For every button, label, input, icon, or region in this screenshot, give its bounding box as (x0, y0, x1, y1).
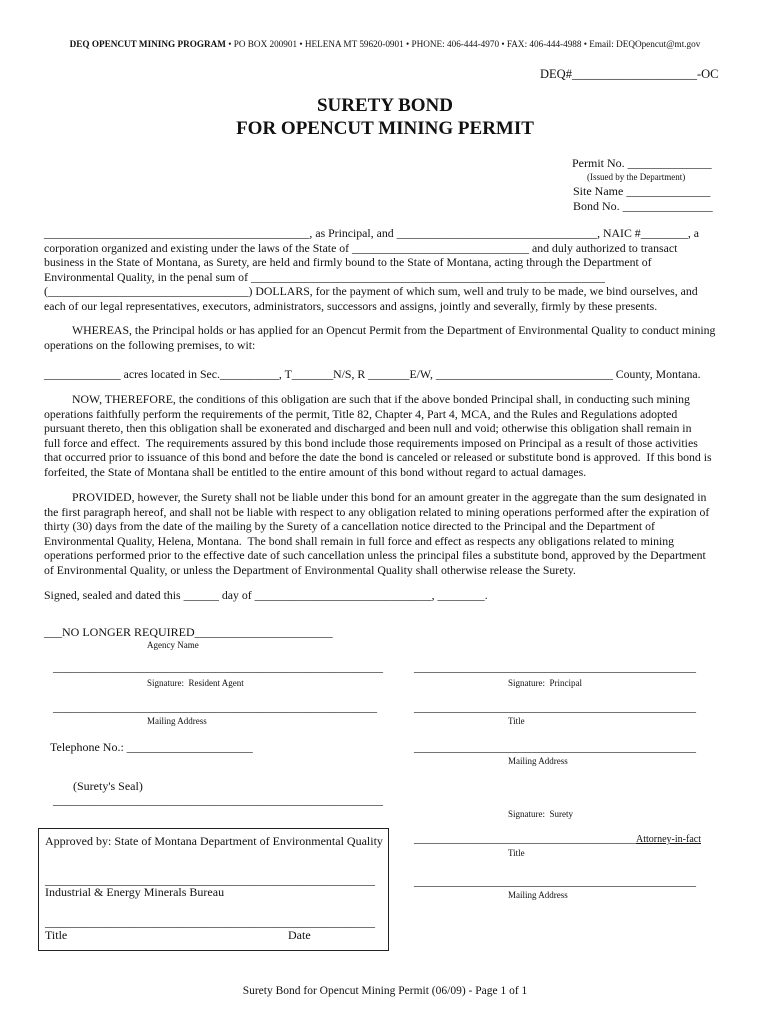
mailing-address-label-right-2: Mailing Address (508, 890, 568, 900)
approval-title-line[interactable]: _______________________________________________________ (45, 915, 375, 929)
principal-signature-line[interactable]: _______________________________________________ (414, 660, 696, 674)
paragraph-line[interactable]: _____________________________________________, as Principal, and __________________________________, NAIC #________, a (44, 226, 700, 240)
bureau-name: Industrial & Energy Minerals Bureau (45, 885, 225, 899)
page-title: SURETY BOND (316, 95, 453, 116)
paragraph-line: pursuant thereto, then this obligation shall be exonerated and discharged and been null and void; otherwise this obligation shall remain in (44, 421, 692, 436)
page-subtitle: FOR OPENCUT MINING PERMIT (236, 118, 534, 139)
bond-no-field[interactable]: Bond No. _______________ (573, 199, 713, 213)
mailing-address-line-right[interactable]: _______________________________________________ (414, 740, 696, 754)
mailing-address-line-left[interactable]: ______________________________________________________ (53, 700, 377, 714)
approval-date-label: Date (288, 928, 311, 942)
program-name: DEQ OPENCUT MINING PROGRAM (69, 39, 226, 49)
paragraph-line: PROVIDED, however, the Surety shall not be liable under this bond for an amount greater in the aggregate than the sum designated in (72, 490, 707, 504)
paragraph-line: operations on the following premises, to wit: (44, 337, 256, 352)
mailing-address-label-right: Mailing Address (508, 756, 568, 766)
telephone-field[interactable]: Telephone No.: _____________________ (50, 740, 253, 754)
paragraph-line: business in the State of Montana, as Surety, are held and firmly bound to the State of Montana, acting through the Department of (44, 255, 652, 270)
form-header (0, 39, 770, 49)
signed-dated-line[interactable]: Signed, sealed and dated this ______ day of ______________________________, ________. (44, 588, 488, 602)
resident-agent-label: Signature: Resident Agent (147, 678, 244, 688)
approval-box (38, 828, 389, 951)
approval-title-label: Title (45, 928, 68, 942)
title-label-right-2: Title (508, 848, 525, 858)
provided-paragraph (44, 490, 728, 578)
paragraph-line: NOW, THEREFORE, the conditions of this obligation are such that if the above bonded Principal shall, in conducting such mining (72, 392, 690, 406)
deq-number-field[interactable]: DEQ#____________________-OC (540, 67, 719, 81)
page-footer: Surety Bond for Opencut Mining Permit (06/09) - Page 1 of 1 (242, 985, 528, 997)
mailing-address-label-left: Mailing Address (147, 716, 207, 726)
paragraph-line: of Environmental Quality, or unless the Department of Environmental Quality shall otherwise release the Surety. (44, 562, 576, 577)
attorney-in-fact-text: Attorney-in-fact (636, 834, 701, 845)
agency-name-field[interactable]: ___NO LONGER REQUIRED_______________________ (44, 625, 333, 639)
surety-seal-label: (Surety's Seal) (73, 779, 143, 793)
paragraph-line[interactable]: corporation organized and existing under the laws of the State of ______________________________ and duly authorized to transact (44, 240, 678, 255)
surety-seal-line[interactable]: _______________________________________________________ (53, 793, 383, 807)
paragraph-line: Environmental Quality, Helena, Montana. The bond shall remain in full force and effect as respects any obligations related to mining (44, 533, 675, 548)
mailing-address-line-right-2[interactable]: _______________________________________________ (414, 874, 696, 888)
issued-note: (Issued by the Department) (587, 172, 686, 182)
paragraph-line: forfeited, the State of Montana shall be entitled to the entire amount of this bond without regard to actual damages. (44, 464, 587, 479)
premises-line[interactable]: _____________ acres located in Sec.__________, T_______N/S, R _______E/W, ______________________________ County, Montana. (44, 367, 701, 381)
whereas-paragraph (44, 323, 728, 352)
paragraph-line: each of our legal representatives, executors, administrators, successors and assigns, jointly and severally, firmly by these presents. (44, 298, 658, 313)
paragraph-line: thirty (30) days from the date of the mailing by the Surety of a cancellation notice directed to the Principal and the Department of (44, 519, 655, 534)
site-name-field[interactable]: Site Name ______________ (573, 184, 711, 198)
resident-agent-signature-line[interactable]: _______________________________________________________ (53, 660, 383, 674)
paragraph-line: the first paragraph hereof, and shall not be liable with respect to any obligation related to mining operations performed after the expiration of (44, 504, 710, 519)
agency-name-label: Agency Name (147, 640, 199, 650)
attorney-in-fact-blank[interactable]: _____________________________________ (414, 831, 636, 845)
principal-signature-label: Signature: Principal (508, 678, 582, 688)
bond-obligation-paragraph (44, 226, 728, 314)
paragraph-line: that occurred prior to issuance of this bond and before the date the bond is canceled or released or substitute bond is approved. If this bond is (44, 450, 712, 465)
paragraph-line: operations performed prior to the effective date of such cancellation unless the principal files a substitute bond, approved by the Department (44, 548, 706, 563)
title-label-right: Title (508, 716, 525, 726)
now-therefore-paragraph (44, 392, 728, 480)
paragraph-line[interactable]: (__________________________________) DOLLARS, for the payment of which sum, well and truly to be made, we bind ourselves, and (44, 284, 698, 299)
paragraph-line: full force and effect. The requirements assured by this bond include those requirements imposed on Principal as a result of those activities (44, 435, 698, 450)
paragraph-line[interactable]: Environmental Quality, in the penal sum of ____________________________________________________________ (44, 269, 605, 284)
paragraph-line: operations faithfully perform the requirements of the permit, Title 82, Chapter 4, Part 4, MCA, and the Rules and Regulations adopted (44, 406, 678, 421)
surety-signature-label: Signature: Surety (508, 809, 573, 819)
attorney-in-fact-line[interactable] (414, 831, 701, 846)
title-line-right[interactable]: _______________________________________________ (414, 700, 696, 714)
approved-by-text: Approved by: State of Montana Department of Environmental Quality (45, 834, 383, 848)
paragraph-line: WHEREAS, the Principal holds or has applied for an Opencut Permit from the Department of Environmental Quality to conduct mining (72, 323, 716, 337)
permit-no-field[interactable]: Permit No. ______________ (572, 156, 712, 170)
program-contact: • PO BOX 200901 • HELENA MT 59620-0901 • PHONE: 406-444-4970 • FAX: 406-444-4988 • Email: DEQOpencut@mt.gov (225, 39, 701, 49)
bureau-signature-line[interactable]: _______________________________________________________ (45, 873, 375, 887)
